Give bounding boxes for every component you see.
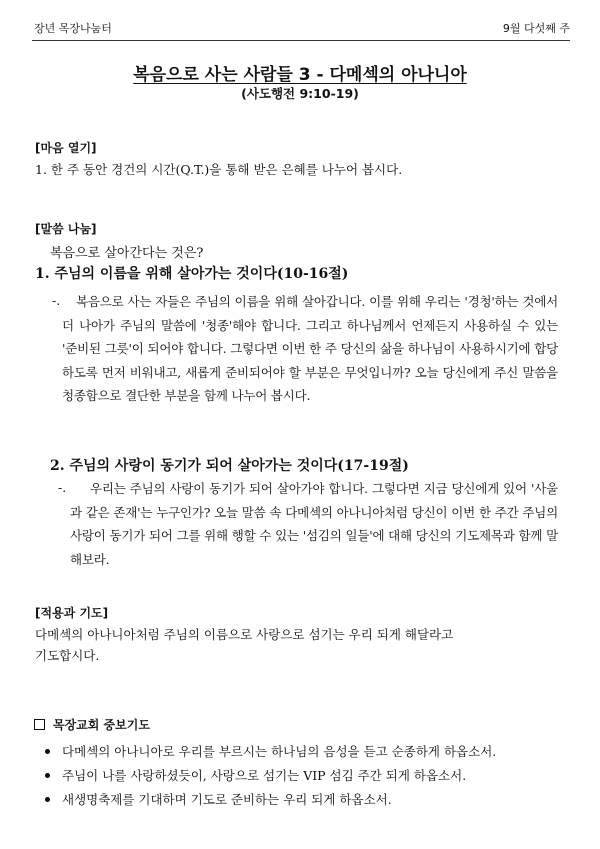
intercession-item-text: 주님이 나를 사랑하셨듯이, 사랑으로 섬기는 VIP 섬김 주간 되게 하옵소서. xyxy=(62,768,467,783)
intercession-item-text: 다메섹의 아나니아로 우리를 부르시는 하나님의 음성을 듣고 순종하게 하옵소서. xyxy=(62,744,497,759)
intercession-item xyxy=(45,766,466,784)
bullet-dot-icon xyxy=(45,773,50,778)
application-line-1: 다메섹의 아나니아처럼 주님의 이름으로 사랑으로 섬기는 우리 되게 해달라고 xyxy=(35,627,454,642)
page-header xyxy=(32,18,570,41)
checkbox-square-icon xyxy=(34,719,45,730)
word-sharing-heading: [말씀 나눔] xyxy=(35,222,97,236)
point-2-body: 우리는 주님의 사랑이 동기가 되어 살아가야 합니다. 그렇다면 지금 당신에게 있어 '사울과 같은 존재'는 누구인가? 오늘 말씀 속 다메섹의 아나니아처럼 당신이 이번 한 주간 주님의 사랑이 동기가 되어 그를 위해 행할 수 있는 '섬김의 일들'에 대해 당신의 기도제목과 함께 말해보라. xyxy=(70,481,558,567)
intercession-heading-row xyxy=(34,716,150,733)
word-sharing-intro: 복음으로 살아간다는 것은? xyxy=(50,246,204,261)
intercession-item xyxy=(45,742,496,760)
header-right-label: 9월 다섯째 주 xyxy=(502,22,570,35)
application-line-2: 기도합시다. xyxy=(35,648,100,663)
application-heading: [적용과 기도] xyxy=(35,606,109,620)
point-1-body: 복음으로 사는 자들은 주님의 이름을 위해 살아갑니다. 이를 위해 우리는 '경청'하는 것에서 더 나아가 주님의 말씀에 '청종'해야 합니다. 그리고 하나님께서 언제든지 사용하실 수 있는 '준비된 그릇'이 되어야 합니다. 그렇다면 이번 한 주 당신의 삶을 하나님이 사용하시기에 합당하도록 먼저 비워내고, 새롭게 준비되어야 할 부분은 무엇입니까? 오늘 당신에게 주신 말씀을 청종함으로 결단한 부분을 함께 나누어 봅시다. xyxy=(62,294,558,403)
point-2-dash: -. xyxy=(58,480,67,495)
point-2-heading: 2. 주님의 사랑이 동기가 되어 살아가는 것이다(17-19절) xyxy=(50,458,409,474)
open-heart-heading: [마음 열기] xyxy=(35,141,97,155)
point-1-dash: -. xyxy=(52,293,61,308)
bullet-dot-icon xyxy=(45,797,50,802)
intercession-heading: 목장교회 중보기도 xyxy=(53,718,150,732)
point-1-heading: 1. 주님의 이름을 위해 살아가는 것이다(10-16절) xyxy=(35,266,349,282)
page-subtitle: (사도행전 9:10-19) xyxy=(241,86,359,101)
open-heart-text: 1. 한 주 동안 경건의 시간(Q.T.)을 통해 받은 은혜를 나누어 봅시다. xyxy=(35,162,403,177)
intercession-item-text: 새생명축제를 기대하며 기도로 준비하는 우리 되게 하옵소서. xyxy=(62,792,392,807)
page-title: 복음으로 사는 사람들 3 - 다메섹의 아나니아 xyxy=(133,65,467,85)
intercession-item xyxy=(45,790,392,808)
bullet-dot-icon xyxy=(45,749,50,754)
header-left-label: 장년 목장나눔터 xyxy=(34,22,112,35)
